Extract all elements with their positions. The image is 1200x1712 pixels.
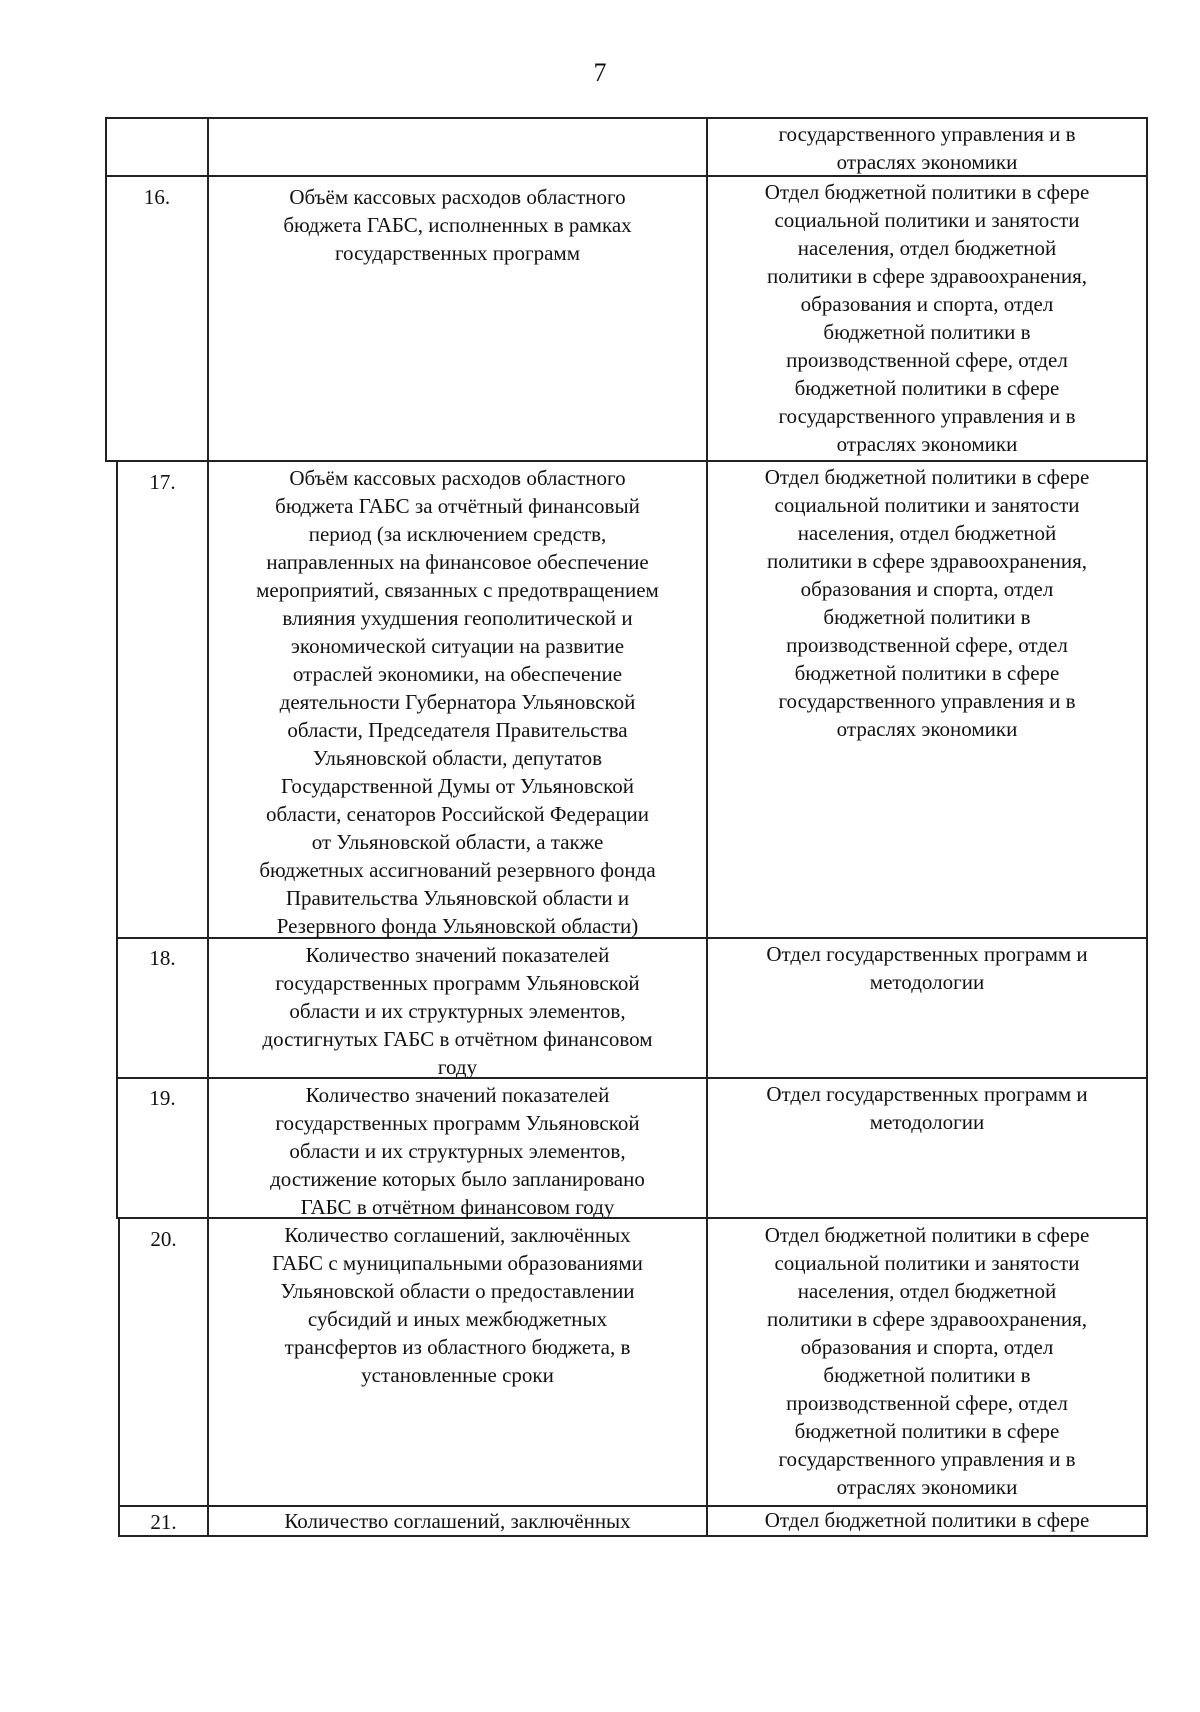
indicator-cell: Объём кассовых расходов областного бюджета ГАБС, исполненных в рамках государственных программ [283, 185, 632, 265]
table-bottom-border [118, 1535, 1148, 1537]
row-number-cell: 20. [150, 1227, 177, 1251]
row-number-cell: 19. [149, 1086, 176, 1110]
responsible-cell: Отдел бюджетной политики в сфере социальной политики и занятости населения, отдел бюджетной политики в сфере здравоохранения, образования и спорта, отдел бюджетной политики в производственной сфере, отдел бюджетной политики в сфере государственного управления и в отраслях экономики [764, 180, 1090, 456]
indicator-cell: Количество значений показателей государственных программ Ульяновской области и их структурных элементов, достижение которых было запланировано ГАБС в отчётном финансовом году [270, 1083, 645, 1219]
responsible-cell: Отдел государственных программ и методологии [766, 1082, 1088, 1134]
row-number-cell: 17. [149, 470, 176, 494]
table-top-border [105, 117, 1148, 119]
table-right-border [1146, 117, 1148, 1537]
indicator-cell: Объём кассовых расходов областного бюджета ГАБС за отчётный финансовый период (за исключением средств, направленных на финансовое обеспечение мероприятий, связанных с предотвращением влияния ухудшения геополитической и экономической ситуации на развитие отраслей экономики, на обеспечение деятельности Губернатора Ульяновской области, Председателя Правительства Ульяновской области, депутатов Государственной Думы от Ульяновской области, сенаторов Российской Федерации от Ульяновской области, а также бюджетных ассигнований резервного фонда Правительства Ульяновской области и Резервного фонда Ульяновской области) [256, 466, 659, 938]
row-number-cell: 18. [149, 946, 176, 970]
responsible-cell: Отдел бюджетной политики в сфере социальной политики и занятости населения, отдел бюджетной политики в сфере здравоохранения, образования и спорта, отдел бюджетной политики в производственной сфере, отдел бюджетной политики в сфере государственного управления и в отраслях экономики [764, 1223, 1090, 1499]
row-number-cell: 16. [143, 185, 171, 209]
responsible-cell: государственного управления и в отраслях экономики [778, 122, 1076, 174]
table-left-border [118, 1217, 120, 1537]
responsible-cell: Отдел бюджетной политики в сфере [764, 1508, 1090, 1532]
responsible-cell: Отдел бюджетной политики в сфере социальной политики и занятости населения, отдел бюджетной политики в сфере здравоохранения, образования и спорта, отдел бюджетной политики в производственной сфере, отдел бюджетной политики в сфере государственного управления и в отраслях экономики [764, 465, 1090, 741]
indicator-cell: Количество значений показателей государственных программ Ульяновской области и их структурных элементов, достигнутых ГАБС в отчётном финансовом году [262, 943, 653, 1079]
page-number: 7 [593, 58, 607, 87]
row-divider [105, 460, 1148, 462]
row-number-cell: 21. [150, 1510, 177, 1534]
indicator-cell: Количество соглашений, заключённых ГАБС с муниципальными образованиями Ульяновской области о предоставлении субсидий и иных межбюджетных трансфертов из областного бюджета, в установленные сроки [272, 1223, 643, 1387]
indicator-cell: Количество соглашений, заключённых [284, 1509, 631, 1533]
responsible-cell: Отдел государственных программ и методологии [766, 942, 1088, 994]
table-left-border [105, 117, 107, 462]
